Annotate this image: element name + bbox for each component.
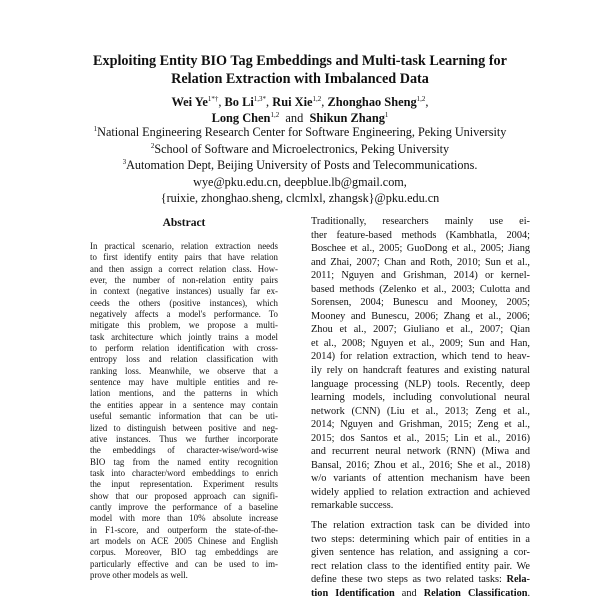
text-line: the input representation. Experiment results: [90, 479, 278, 490]
text-line: remarkable success.: [311, 500, 394, 512]
introduction-column: [311, 215, 530, 600]
text-line: model with more than 10% absolute increase: [90, 513, 278, 524]
text-line: task architecture which jointly trains a model: [90, 331, 278, 342]
text-line: 2014; Nguyen and Grishman, 2015; Zeng et al.,: [311, 419, 530, 431]
text-line: The relation extraction task can be divided into: [311, 520, 530, 532]
text-line: ever, the number of non-relation entity pairs: [90, 275, 278, 286]
author-name: Bo Li: [224, 95, 254, 109]
author-name: Rui Xie: [272, 95, 313, 109]
text-line: task into character/word embeddings to enrich: [90, 467, 278, 478]
text-fragment: and: [401, 587, 417, 599]
author-affiliation-mark: 1,2: [270, 111, 280, 119]
text-line: corpus. Moreover, BIO tag embeddings are: [90, 547, 278, 558]
text-line: Boschee et al., 2005; GuoDong et al., 2005; Jiang: [311, 243, 530, 255]
text-line: particularly effective and can be used to im-: [90, 558, 278, 569]
abstract-heading: Abstract: [162, 217, 206, 229]
affiliation-3: [30, 157, 570, 174]
text-line: In practical scenario, relation extraction needs: [90, 241, 278, 251]
text-line: in context (negative instances) usually far ex-: [90, 286, 278, 297]
text-line: to first identify entity pairs that have relation: [90, 252, 278, 263]
text-line: [311, 573, 530, 587]
affiliation-mark: 2: [150, 141, 155, 150]
text-line: 2011; Nguyen and Grishman, 2014) or kernel-: [311, 270, 530, 282]
author-affiliation-mark: 1*†: [207, 95, 219, 103]
author-affiliation-mark: 1,2: [416, 95, 426, 103]
text-line: Mooney and Bunescu, 2006; Zhang et al., 2006;: [311, 310, 530, 322]
text-line: learning models, including convolutional neural: [311, 392, 530, 404]
bold-term: Relation Classification: [423, 587, 528, 599]
text-line: entropy loss and relation classification with: [90, 354, 278, 365]
text-line: 2014) for relation extraction, which tend to heav-: [311, 351, 530, 363]
intro-paragraph-2: [311, 519, 530, 587]
text-line: ative instances. Thus we further incorporate: [90, 433, 278, 444]
text-line: et al., 2008; Nguyen et al., 2009; Sun and Han,: [311, 337, 530, 349]
text-line: ther feature-based methods (Kambhatla, 2004;: [311, 229, 530, 241]
text-line: show that our proposed approach can signifi-: [90, 490, 278, 501]
text-line: widely applied to relation extraction and achieved: [311, 486, 530, 498]
text-fragment: define these two steps as two related tasks:: [311, 574, 507, 586]
text-line: Sorensen, 2004; Bunescu and Mooney, 2005;: [311, 297, 530, 309]
text-line: ranking loss. Meanwhile, we observe that a: [90, 365, 278, 376]
text-line: [311, 587, 530, 600]
text-line: BIO tag from the named entity recognition: [90, 456, 278, 467]
text-line: Bansal, 2016; Zhou et al., 2016; She et al., 2018): [311, 459, 530, 471]
affiliation-text: Automation Dept, Beijing University of Posts and Telecommunications.: [126, 158, 478, 172]
affiliation-1: [30, 124, 570, 141]
bold-term: Rela-: [506, 574, 530, 586]
text-line: given sentence has relation, and assigning a cor-: [311, 547, 530, 559]
text-line: mitigate this problem, we propose a multi-: [90, 320, 278, 331]
author-affiliation-mark: 1,2: [312, 95, 322, 103]
text-line: negatively affects a model's performance. To: [90, 309, 278, 320]
abstract-body: [90, 241, 278, 581]
text-line: two steps: determining which pair of entities in a: [311, 533, 530, 545]
text-line: w/o variants of attention mechanism have been: [311, 473, 530, 485]
text-line: the entities appear in a sentence may contain: [90, 399, 278, 410]
text-line: the embeddings of character-wise/word-wise: [90, 445, 278, 456]
affiliation-mark: 1: [93, 125, 98, 133]
author-name: Wei Ye: [171, 95, 208, 109]
text-line: prove other models as well.: [90, 569, 188, 580]
text-line: ily rely on handcraft features and existing natural: [311, 365, 530, 377]
author-affiliation-mark: 1,3*: [253, 95, 267, 103]
text-line: sentence may have multiple entities and re-: [90, 377, 278, 388]
text-line: Traditionally, researchers mainly use ei-: [311, 216, 530, 227]
affiliation-text: National Engineering Research Center for Software Engineering, Peking University: [97, 125, 507, 139]
text-line: and then assign a correct relation class. How-: [90, 263, 278, 274]
bold-term: tion Identification: [311, 587, 395, 599]
paper-title-line-2: Relation Extraction with Imbalanced Data: [171, 71, 429, 87]
text-line: network (CNN) (Liu et al., 2013; Zeng et al.,: [311, 405, 530, 417]
affiliation-text: School of Software and Microelectronics, Peking University: [154, 141, 450, 156]
text-line: to perform relation identification with cross-: [90, 343, 278, 354]
author-list: [40, 94, 560, 126]
email-line-1: wye@pku.edu.cn, deepblue.lb@gmail.com,: [193, 174, 407, 189]
paper-title: [40, 52, 560, 88]
text-line: language processing (NLP) tools. Recently, deep: [311, 378, 530, 390]
text-line: lized to distinguish between positive and neg-: [90, 422, 278, 433]
text-line: cantly improve the performance of a baseline: [90, 501, 278, 512]
text-fragment: .: [527, 587, 530, 599]
text-line: lation mentions, and the patterns in which: [90, 388, 278, 399]
text-line: and recurrent neural network (RNN) (Miwa and: [311, 446, 530, 458]
text-line: in F1-score, and outperform the state-of-the-: [90, 524, 278, 535]
affiliation-mark: 3: [122, 158, 127, 166]
text-line: art models on ACE 2005 Chinese and English: [90, 535, 278, 546]
text-line: useful semantic information that can be uti-: [90, 411, 278, 422]
author-line-1: Wei $Ye^{1*\dagger}$, Bo $Li^{1,3*}$, Rui Xie$^{1,2}$, Zhonghao Sheng$^{1,2}$,: [171, 95, 429, 109]
author-affiliation-mark: 1: [384, 111, 389, 119]
email-line-2: {ruixie, zhonghao.sheng, clcmlxl, zhangsk}@pku.edu.cn: [160, 191, 440, 205]
text-line: 2015; dos Santos et al., 2015; Lin et al., 2016): [311, 432, 530, 444]
text-line: based methods (Zelenko et al., 2003; Culotta and: [311, 283, 530, 295]
paper-title-line-1: Exploiting Entity BIO Tag Embeddings and Multi-task Learning for: [93, 53, 507, 69]
affiliation-block: [30, 124, 570, 207]
text-line: and Zhai, 2007; Chan and Roth, 2010; Sun et al.,: [311, 256, 530, 268]
author-name: Zhonghao Sheng: [327, 95, 417, 109]
author-conjunction: and: [285, 111, 304, 125]
text-line: Zhou et al., 2007; Giuliano et al., 2007; Qian: [311, 324, 530, 336]
text-line: rect relation class to the identified entity pair. We: [311, 560, 530, 572]
text-line: ceeds the others (positive instances), which: [90, 297, 278, 308]
intro-paragraph-1: [311, 215, 530, 513]
affiliation-2: [30, 141, 570, 158]
author-name: Shikun Zhang: [309, 111, 385, 125]
author-name: Long Chen: [211, 111, 271, 125]
